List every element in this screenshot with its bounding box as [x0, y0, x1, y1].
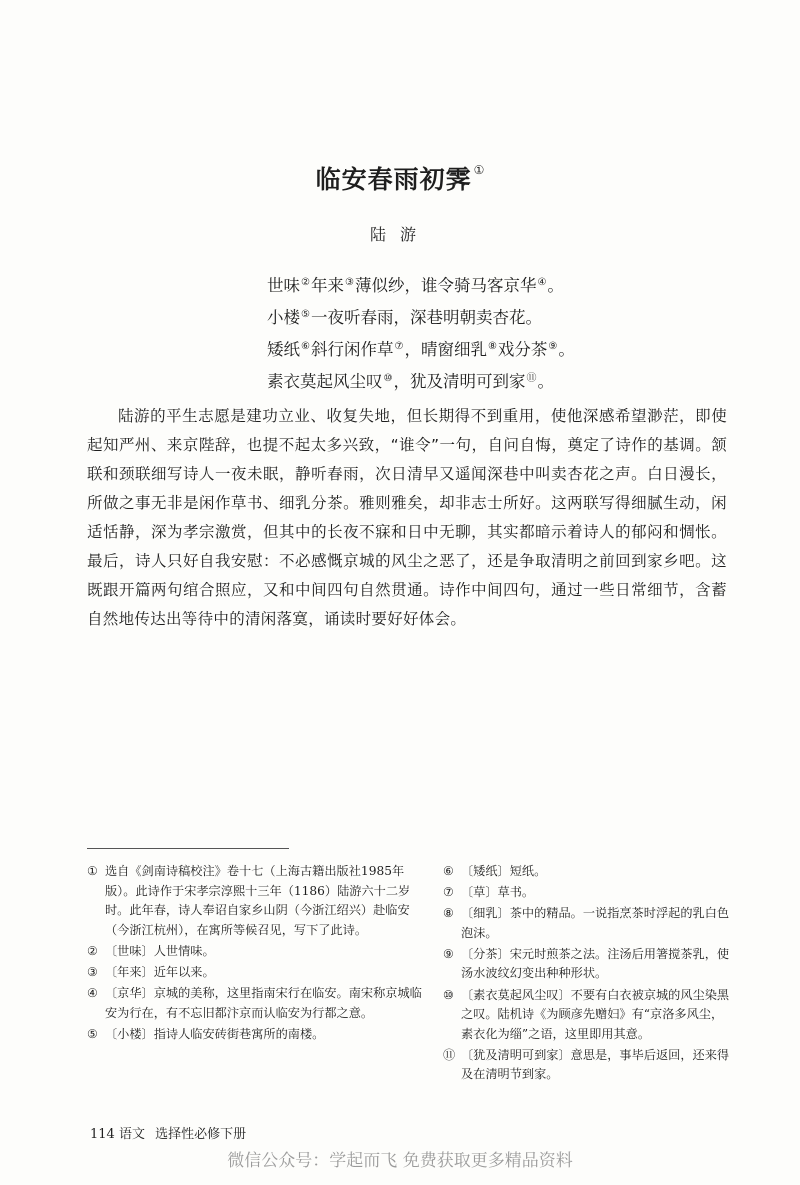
- footnote-marker: ⑦: [394, 341, 404, 352]
- footnote-text: 〔细乳〕茶中的精品。一说指烹茶时浮起的乳白色泡沫。: [461, 906, 730, 940]
- footnote-text: 〔草〕草书。: [461, 885, 535, 900]
- poem-text: ，晴窗细乳: [404, 340, 487, 359]
- footnote-divider: [87, 848, 289, 849]
- poem-text: 一夜听春雨，深巷明朝卖杏花。: [310, 308, 542, 327]
- footer-book: 选择性必修下册: [155, 1127, 247, 1142]
- poem-text: 。: [537, 372, 554, 391]
- footnote-text: 〔素衣莫起风尘叹〕不要有白衣被京城的风尘染黑之叹。陆机诗《为顾彦先赠妇》有“京洛多风尘，素衣化为缁”之语，这里即用其意。: [461, 987, 730, 1041]
- footnote-marker: ②: [301, 277, 310, 288]
- appreciation-paragraph: 陆游的平生志愿是建功立业、收复失地，但长期得不到重用，使他深感希望渺茫，即使起知严州、来京陛辞，也提不起太多兴致，“谁令”一句，自问自悔，奠定了诗作的基调。颔联和颈联细写诗人一夜未眠，静听春雨，次日清早又遥闻深巷中叫卖杏花之声。白日漫长，所做之事无非是闲作草书、细乳分茶。雅则雅矣，却非志士所好。这两联写得细腻生动，闲适恬静，深为孝宗激赏，但其中的长夜不寐和日中无聊，其实都暗示着诗人的郁闷和惆怅。最后，诗人只好自我安慰：不必感慨京城的风尘之恶了，还是争取清明之前回到家乡吧。这既跟开篇两句绾合照应，又和中间四句自然贯通。诗作中间四句，通过一些日常细节，含蓄自然地传达出等待中的清闲落寞，诵读时要好好体会。: [87, 407, 727, 628]
- poem-author: 陆游: [369, 225, 430, 244]
- footnote-text: 〔京华〕京城的美称，这里指南宋行在临安。南宋称京城临安为行在，有不忘旧都汴京而认临安为行都之意。: [105, 986, 422, 1020]
- footnote-marker: ⑪: [526, 373, 537, 384]
- poem-text: 小楼: [267, 308, 300, 327]
- poem-line: [267, 268, 575, 300]
- footnote-text: 〔年来〕近年以来。: [105, 964, 215, 979]
- footnote: [87, 1025, 427, 1045]
- footnote-marker: ⑨: [548, 341, 558, 352]
- footnote-number: ⑥: [443, 864, 454, 878]
- title-block: [0, 160, 800, 196]
- poem-body: [267, 268, 575, 396]
- footnote-number: ⑪: [443, 1047, 456, 1062]
- watermark-text: 微信公众号：学起而飞 免费获取更多精品资料: [227, 1151, 573, 1171]
- footnote-marker: ⑤: [301, 309, 310, 320]
- poem-line: [267, 364, 575, 396]
- footnote-number: ⑧: [443, 906, 454, 921]
- footnote-number: ⑦: [443, 885, 454, 900]
- footnotes-left-column: [87, 862, 427, 1046]
- poem-text: 世味: [267, 276, 300, 295]
- footnote: [443, 986, 733, 1045]
- footnote-number: ②: [87, 943, 98, 958]
- footnote-marker: ⑧: [487, 341, 497, 352]
- footnote: [443, 945, 733, 984]
- footnote-text: 〔分茶〕宋元时煎茶之法。注汤后用箸搅茶乳，使汤水波纹幻变出种种形状。: [461, 946, 730, 981]
- poem-line: [267, 332, 575, 364]
- footnote: [443, 883, 733, 903]
- footnote-number: ⑤: [87, 1026, 98, 1041]
- poem-text: 戏分茶: [497, 340, 548, 359]
- footnote-text: 〔矮纸〕短纸。: [461, 864, 547, 878]
- footnote: [443, 1046, 733, 1085]
- footnote-marker: ⑩: [383, 373, 393, 384]
- footnote-number: ③: [87, 964, 98, 979]
- poem-text: 。: [558, 340, 575, 359]
- poem-text: 斜行闲作草: [310, 340, 394, 359]
- footnote-text: 〔世味〕人世情味。: [105, 943, 215, 958]
- footnote-marker: ③: [344, 277, 354, 288]
- footnote: [87, 984, 427, 1023]
- footnote-number: ⑨: [443, 946, 454, 961]
- poem-text: 。: [547, 276, 564, 295]
- poem-text: ，犹及清明可到家: [393, 372, 526, 391]
- poem-text: 矮纸: [267, 340, 300, 359]
- poem-text: 年来: [310, 276, 344, 295]
- footnote-marker: ⑥: [301, 341, 310, 352]
- footer-subject: 语文: [118, 1127, 145, 1142]
- page-footer: [90, 1123, 246, 1142]
- poem-title: 临安春雨初霁: [315, 165, 472, 194]
- footnote: [87, 942, 427, 962]
- footnote: [87, 862, 427, 940]
- footnote: [443, 862, 733, 882]
- page-number: 114: [90, 1127, 115, 1142]
- footnote-number: ④: [87, 986, 98, 1001]
- footnote-text: 〔犹及清明可到家〕意思是，事毕后返回，还来得及在清明节到家。: [461, 1047, 730, 1082]
- footnote-marker: ④: [537, 277, 547, 288]
- title-footnote-marker: ①: [473, 163, 485, 177]
- footnote: [443, 904, 733, 943]
- footnote-number: ⑩: [443, 987, 454, 1002]
- poem-text: 薄似纱，谁令骑马客京华: [354, 276, 537, 295]
- footnote: [87, 963, 427, 983]
- footnote-number: ①: [87, 864, 98, 878]
- poem-line: [267, 300, 575, 332]
- poem-text: 素衣莫起风尘叹: [267, 372, 383, 391]
- footnotes-right-column: [443, 862, 733, 1087]
- footnote-text: 〔小楼〕指诗人临安砖街巷寓所的南楼。: [105, 1026, 325, 1041]
- footnote-text: 选自《剑南诗稿校注》卷十七（上海古籍出版社1985年版）。此诗作于宋孝宗淳熙十三年（1186）陆游六十二岁时。此年春，诗人奉诏自家乡山阴（今浙江绍兴）赴临安（今浙江杭州），在寓所等候召见，写下了此诗。: [105, 864, 411, 937]
